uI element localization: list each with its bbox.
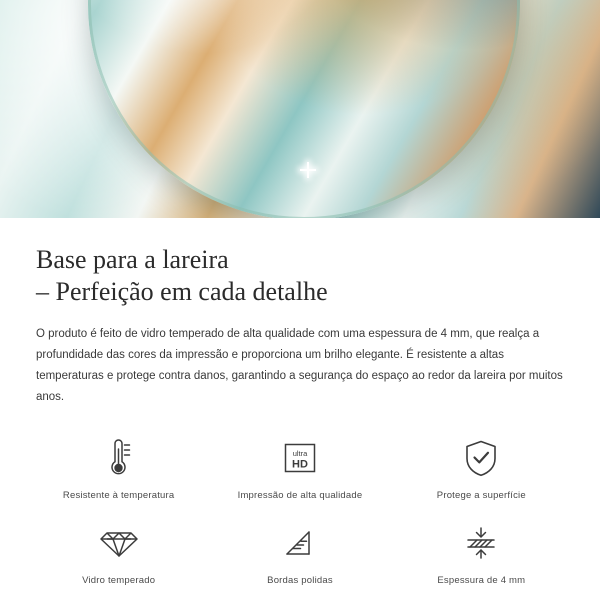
feature-grid [0, 408, 600, 590]
svg-text:HD: HD [292, 458, 308, 471]
page-title-line-2: – Perfeição em cada detalhe [36, 277, 328, 306]
feature-label: Resistente à temperatura [62, 490, 175, 501]
feature-label: Impressão de alta qualidade [237, 490, 363, 501]
shield-check-icon [462, 436, 500, 480]
page-title [36, 244, 564, 308]
thermometer-icon [102, 436, 136, 480]
svg-text:ultra: ultra [292, 449, 308, 458]
feature-label: Bordas polidas [267, 575, 333, 586]
diamond-icon [99, 521, 139, 565]
feature-label: Protege a superfície [436, 490, 526, 501]
feature-high-quality-print [209, 430, 390, 505]
feature-thickness-4mm [391, 515, 572, 590]
page-title-line-1: Base para a lareira [36, 245, 229, 274]
feature-label: Vidro temperado [82, 575, 156, 586]
feature-protects-surface [391, 430, 572, 505]
feature-label: Espessura de 4 mm [437, 575, 526, 586]
description-paragraph: O produto é feito de vidro temperado de alta qualidade com uma espessura de 4 mm, que realça a profundidade das cores da impressão e proporciona um brilho elegante. É resistente a altas temperaturas e protege contra danos, garantindo a segurança do espaço ao redor da lareira por muitos anos. [36, 328, 563, 403]
ultra-hd-icon [280, 436, 320, 480]
text-section [0, 218, 600, 408]
feature-temperature-resistant [28, 430, 209, 505]
thickness-arrows-icon [461, 521, 501, 565]
feature-polished-edges [209, 515, 390, 590]
polished-edges-icon [280, 521, 320, 565]
feature-tempered-glass [28, 515, 209, 590]
hero-image [0, 0, 600, 218]
